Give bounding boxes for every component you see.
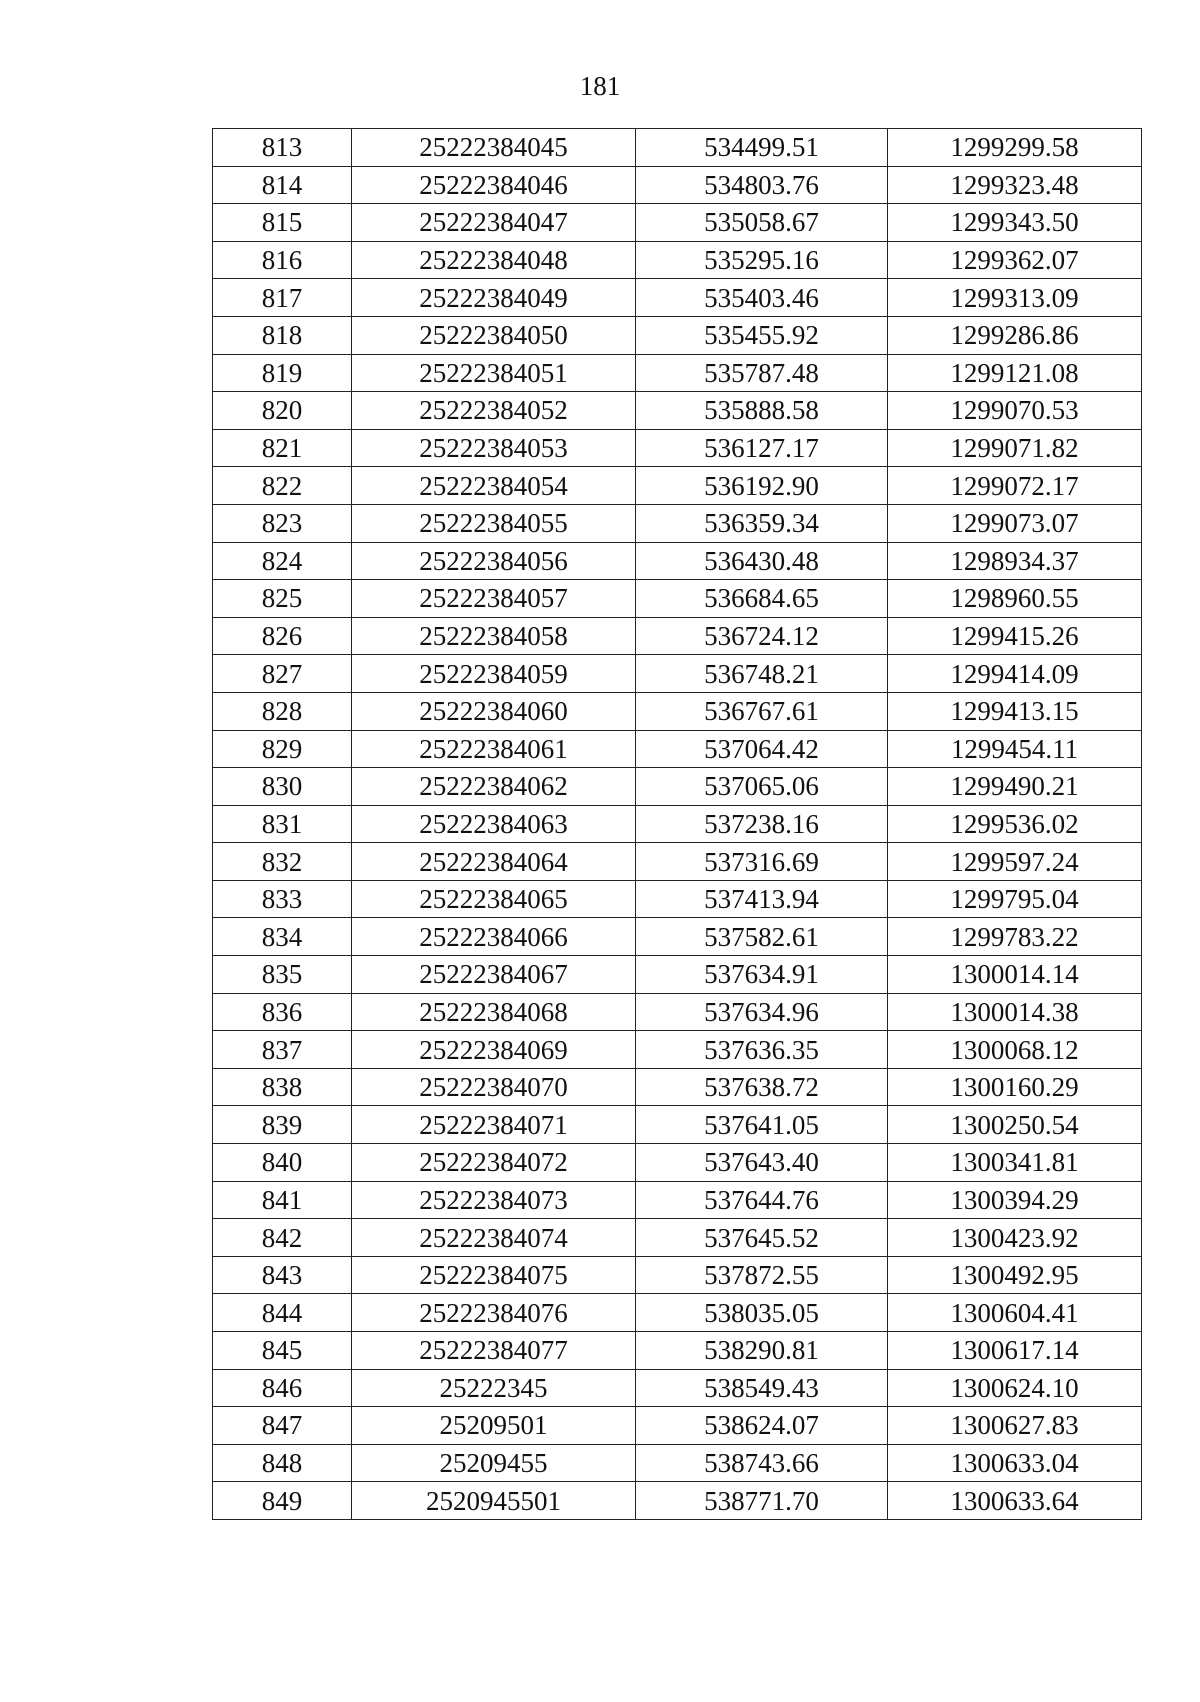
point-id-cell: 2520945501 — [352, 1482, 636, 1520]
y-coordinate-cell: 1299795.04 — [888, 880, 1142, 918]
y-coordinate-cell: 1300394.29 — [888, 1181, 1142, 1219]
point-id-cell: 25222384050 — [352, 316, 636, 354]
x-coordinate-cell: 537064.42 — [636, 730, 888, 768]
point-number-cell: 823 — [213, 504, 352, 542]
x-coordinate-cell: 536430.48 — [636, 542, 888, 580]
table-row — [213, 918, 1142, 956]
y-coordinate-cell: 1298960.55 — [888, 580, 1142, 618]
x-coordinate-cell: 534803.76 — [636, 166, 888, 204]
x-coordinate-cell: 538771.70 — [636, 1482, 888, 1520]
y-coordinate-cell: 1299413.15 — [888, 692, 1142, 730]
point-id-cell: 25222384076 — [352, 1294, 636, 1332]
x-coordinate-cell: 535455.92 — [636, 316, 888, 354]
y-coordinate-cell: 1300014.14 — [888, 956, 1142, 994]
point-id-cell: 25222384053 — [352, 429, 636, 467]
y-coordinate-cell: 1300160.29 — [888, 1068, 1142, 1106]
point-number-cell: 849 — [213, 1482, 352, 1520]
point-id-cell: 25222384077 — [352, 1332, 636, 1370]
coordinates-table — [212, 128, 1142, 1520]
x-coordinate-cell: 537634.96 — [636, 993, 888, 1031]
y-coordinate-cell: 1299490.21 — [888, 768, 1142, 806]
x-coordinate-cell: 537645.52 — [636, 1219, 888, 1257]
table-row — [213, 655, 1142, 693]
point-number-cell: 847 — [213, 1407, 352, 1445]
point-id-cell: 25222384060 — [352, 692, 636, 730]
point-number-cell: 834 — [213, 918, 352, 956]
table-row — [213, 1181, 1142, 1219]
point-number-cell: 842 — [213, 1219, 352, 1257]
point-id-cell: 25222384049 — [352, 279, 636, 317]
point-id-cell: 25222384074 — [352, 1219, 636, 1257]
table-row — [213, 1031, 1142, 1069]
point-id-cell: 25222384068 — [352, 993, 636, 1031]
x-coordinate-cell: 537872.55 — [636, 1256, 888, 1294]
x-coordinate-cell: 535787.48 — [636, 354, 888, 392]
x-coordinate-cell: 535403.46 — [636, 279, 888, 317]
y-coordinate-cell: 1299783.22 — [888, 918, 1142, 956]
point-number-cell: 837 — [213, 1031, 352, 1069]
point-number-cell: 822 — [213, 467, 352, 505]
table-row — [213, 956, 1142, 994]
table-row — [213, 617, 1142, 655]
point-number-cell: 824 — [213, 542, 352, 580]
point-number-cell: 840 — [213, 1144, 352, 1182]
point-number-cell: 829 — [213, 730, 352, 768]
point-id-cell: 25222384046 — [352, 166, 636, 204]
x-coordinate-cell: 537636.35 — [636, 1031, 888, 1069]
point-number-cell: 815 — [213, 204, 352, 242]
x-coordinate-cell: 537643.40 — [636, 1144, 888, 1182]
point-id-cell: 25222384063 — [352, 805, 636, 843]
x-coordinate-cell: 534499.51 — [636, 129, 888, 167]
point-number-cell: 836 — [213, 993, 352, 1031]
point-number-cell: 825 — [213, 580, 352, 618]
point-id-cell: 25222384048 — [352, 241, 636, 279]
x-coordinate-cell: 537634.91 — [636, 956, 888, 994]
y-coordinate-cell: 1300617.14 — [888, 1332, 1142, 1370]
point-number-cell: 821 — [213, 429, 352, 467]
x-coordinate-cell: 536359.34 — [636, 504, 888, 542]
point-id-cell: 25222384045 — [352, 129, 636, 167]
point-id-cell: 25222384075 — [352, 1256, 636, 1294]
table-row — [213, 467, 1142, 505]
x-coordinate-cell: 535058.67 — [636, 204, 888, 242]
point-id-cell: 25222384058 — [352, 617, 636, 655]
x-coordinate-cell: 537238.16 — [636, 805, 888, 843]
table-row — [213, 542, 1142, 580]
table-row — [213, 993, 1142, 1031]
table-row — [213, 1219, 1142, 1257]
y-coordinate-cell: 1300627.83 — [888, 1407, 1142, 1445]
point-number-cell: 816 — [213, 241, 352, 279]
point-id-cell: 25222384069 — [352, 1031, 636, 1069]
x-coordinate-cell: 537582.61 — [636, 918, 888, 956]
y-coordinate-cell: 1299454.11 — [888, 730, 1142, 768]
table-row — [213, 768, 1142, 806]
y-coordinate-cell: 1299073.07 — [888, 504, 1142, 542]
table-row — [213, 843, 1142, 881]
point-number-cell: 845 — [213, 1332, 352, 1370]
y-coordinate-cell: 1299362.07 — [888, 241, 1142, 279]
point-id-cell: 25222384061 — [352, 730, 636, 768]
table-row — [213, 580, 1142, 618]
y-coordinate-cell: 1299536.02 — [888, 805, 1142, 843]
table-row — [213, 880, 1142, 918]
table-row — [213, 504, 1142, 542]
table-row — [213, 1332, 1142, 1370]
point-number-cell: 813 — [213, 129, 352, 167]
x-coordinate-cell: 536748.21 — [636, 655, 888, 693]
y-coordinate-cell: 1299414.09 — [888, 655, 1142, 693]
x-coordinate-cell: 535295.16 — [636, 241, 888, 279]
table-row — [213, 316, 1142, 354]
point-number-cell: 826 — [213, 617, 352, 655]
x-coordinate-cell: 536767.61 — [636, 692, 888, 730]
point-number-cell: 831 — [213, 805, 352, 843]
point-id-cell: 25222384062 — [352, 768, 636, 806]
y-coordinate-cell: 1300633.04 — [888, 1444, 1142, 1482]
point-id-cell: 25209455 — [352, 1444, 636, 1482]
point-id-cell: 25222345 — [352, 1369, 636, 1407]
x-coordinate-cell: 538290.81 — [636, 1332, 888, 1370]
y-coordinate-cell: 1300250.54 — [888, 1106, 1142, 1144]
point-number-cell: 846 — [213, 1369, 352, 1407]
table-row — [213, 429, 1142, 467]
x-coordinate-cell: 535888.58 — [636, 392, 888, 430]
table-row — [213, 692, 1142, 730]
table-row — [213, 354, 1142, 392]
x-coordinate-cell: 538035.05 — [636, 1294, 888, 1332]
point-id-cell: 25222384047 — [352, 204, 636, 242]
point-number-cell: 835 — [213, 956, 352, 994]
table-row — [213, 1106, 1142, 1144]
point-id-cell: 25222384057 — [352, 580, 636, 618]
y-coordinate-cell: 1300014.38 — [888, 993, 1142, 1031]
y-coordinate-cell: 1299299.58 — [888, 129, 1142, 167]
table-row — [213, 1294, 1142, 1332]
y-coordinate-cell: 1300624.10 — [888, 1369, 1142, 1407]
point-number-cell: 838 — [213, 1068, 352, 1106]
point-id-cell: 25222384072 — [352, 1144, 636, 1182]
y-coordinate-cell: 1299415.26 — [888, 617, 1142, 655]
point-number-cell: 830 — [213, 768, 352, 806]
table-row — [213, 1482, 1142, 1520]
point-number-cell: 818 — [213, 316, 352, 354]
x-coordinate-cell: 537065.06 — [636, 768, 888, 806]
y-coordinate-cell: 1299343.50 — [888, 204, 1142, 242]
x-coordinate-cell: 536724.12 — [636, 617, 888, 655]
table-row — [213, 166, 1142, 204]
point-id-cell: 25222384073 — [352, 1181, 636, 1219]
table-row — [213, 1068, 1142, 1106]
point-number-cell: 832 — [213, 843, 352, 881]
point-number-cell: 828 — [213, 692, 352, 730]
y-coordinate-cell: 1300423.92 — [888, 1219, 1142, 1257]
x-coordinate-cell: 537413.94 — [636, 880, 888, 918]
table-row — [213, 730, 1142, 768]
table-row — [213, 1369, 1142, 1407]
y-coordinate-cell: 1300341.81 — [888, 1144, 1142, 1182]
x-coordinate-cell: 536127.17 — [636, 429, 888, 467]
table-row — [213, 204, 1142, 242]
x-coordinate-cell: 538549.43 — [636, 1369, 888, 1407]
point-number-cell: 820 — [213, 392, 352, 430]
point-id-cell: 25222384056 — [352, 542, 636, 580]
point-id-cell: 25222384054 — [352, 467, 636, 505]
point-number-cell: 843 — [213, 1256, 352, 1294]
y-coordinate-cell: 1299323.48 — [888, 166, 1142, 204]
point-number-cell: 833 — [213, 880, 352, 918]
table-row — [213, 1444, 1142, 1482]
x-coordinate-cell: 537644.76 — [636, 1181, 888, 1219]
point-id-cell: 25222384059 — [352, 655, 636, 693]
x-coordinate-cell: 537638.72 — [636, 1068, 888, 1106]
y-coordinate-cell: 1299071.82 — [888, 429, 1142, 467]
y-coordinate-cell: 1300068.12 — [888, 1031, 1142, 1069]
y-coordinate-cell: 1298934.37 — [888, 542, 1142, 580]
point-id-cell: 25222384051 — [352, 354, 636, 392]
page-number: 181 — [579, 71, 621, 101]
point-number-cell: 844 — [213, 1294, 352, 1332]
table-row — [213, 1256, 1142, 1294]
y-coordinate-cell: 1300633.64 — [888, 1482, 1142, 1520]
x-coordinate-cell: 538743.66 — [636, 1444, 888, 1482]
table-row — [213, 392, 1142, 430]
x-coordinate-cell: 536684.65 — [636, 580, 888, 618]
point-id-cell: 25222384065 — [352, 880, 636, 918]
table-row — [213, 1144, 1142, 1182]
coordinates-table-body — [213, 129, 1142, 1520]
y-coordinate-cell: 1299070.53 — [888, 392, 1142, 430]
y-coordinate-cell: 1299072.17 — [888, 467, 1142, 505]
point-number-cell: 814 — [213, 166, 352, 204]
point-id-cell: 25222384055 — [352, 504, 636, 542]
point-id-cell: 25222384067 — [352, 956, 636, 994]
table-row — [213, 129, 1142, 167]
point-number-cell: 827 — [213, 655, 352, 693]
y-coordinate-cell: 1299597.24 — [888, 843, 1142, 881]
table-row — [213, 1407, 1142, 1445]
y-coordinate-cell: 1300604.41 — [888, 1294, 1142, 1332]
x-coordinate-cell: 538624.07 — [636, 1407, 888, 1445]
point-number-cell: 817 — [213, 279, 352, 317]
table-row — [213, 805, 1142, 843]
y-coordinate-cell: 1299286.86 — [888, 316, 1142, 354]
point-number-cell: 819 — [213, 354, 352, 392]
table-row — [213, 241, 1142, 279]
y-coordinate-cell: 1299121.08 — [888, 354, 1142, 392]
point-id-cell: 25222384064 — [352, 843, 636, 881]
x-coordinate-cell: 537316.69 — [636, 843, 888, 881]
y-coordinate-cell: 1299313.09 — [888, 279, 1142, 317]
table-row — [213, 279, 1142, 317]
y-coordinate-cell: 1300492.95 — [888, 1256, 1142, 1294]
point-number-cell: 839 — [213, 1106, 352, 1144]
point-id-cell: 25222384052 — [352, 392, 636, 430]
point-id-cell: 25222384070 — [352, 1068, 636, 1106]
x-coordinate-cell: 537641.05 — [636, 1106, 888, 1144]
point-number-cell: 841 — [213, 1181, 352, 1219]
point-number-cell: 848 — [213, 1444, 352, 1482]
point-id-cell: 25209501 — [352, 1407, 636, 1445]
x-coordinate-cell: 536192.90 — [636, 467, 888, 505]
point-id-cell: 25222384071 — [352, 1106, 636, 1144]
point-id-cell: 25222384066 — [352, 918, 636, 956]
